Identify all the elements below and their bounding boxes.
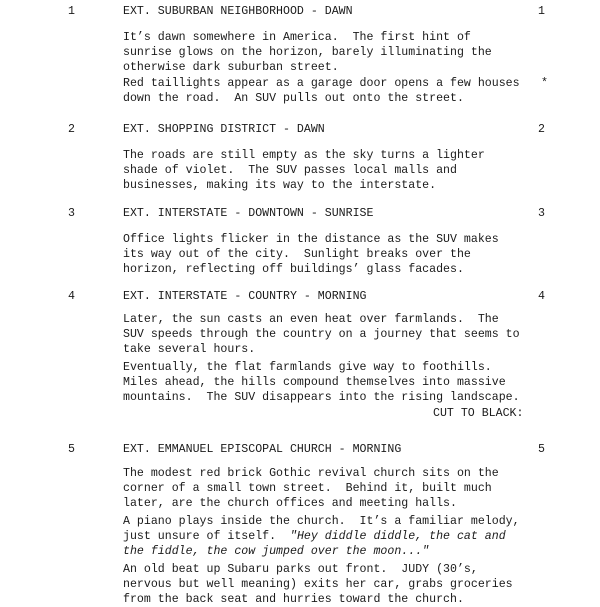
action-paragraph [123,360,533,405]
action-line: The modest red brick Gothic revival church sits on the [123,467,499,480]
action-line: Later, the sun casts an even heat over farmlands. The [123,313,499,326]
song-lyric: "Hey diddle diddle, the cat and [289,530,506,543]
action-line: An old beat up Subaru parks out front. JUDY (30’s, [123,563,478,576]
action-line: otherwise dark suburban street. [123,61,339,74]
action-line: sunrise glows on the horizon, barely illuminating the [123,46,492,59]
action-paragraph [123,514,533,559]
scene-number-right: 4 [538,290,545,303]
scene-number-right: 1 [538,5,545,18]
action-line: mountains. The SUV disappears into the rising landscape. [123,391,520,404]
scene-number-left: 5 [68,443,75,456]
action-line [123,529,533,544]
scene-number-left: 3 [68,207,75,220]
action-line: its way out of the city. Sunlight breaks over the [123,248,471,261]
action-line: Red taillights appear as a garage door opens a few houses [123,77,520,90]
scene-number-left: 2 [68,123,75,136]
action-paragraph [123,466,533,511]
scene-number-right: 3 [538,207,545,220]
action-text: just unsure of itself. [123,530,277,543]
action-line: shade of violet. The SUV passes local malls and [123,164,457,177]
scene-heading: EXT. SHOPPING DISTRICT - DAWN [123,123,325,136]
action-line: Miles ahead, the hills compound themselves into massive [123,376,506,389]
scene-heading: EXT. EMMANUEL EPISCOPAL CHURCH - MORNING [123,443,402,456]
action-line: A piano plays inside the church. It’s a familiar melody, [123,515,520,528]
song-lyric: the fiddle, the cow jumped over the moon..." [123,545,430,558]
scene-heading: EXT. INTERSTATE - COUNTRY - MORNING [123,290,367,303]
revision-mark: * [541,77,548,90]
action-line: Office lights flicker in the distance as the SUV makes [123,233,499,246]
scene-number-left: 4 [68,290,75,303]
action-line: from the back seat and hurries toward the church. [123,593,464,606]
action-line: take several hours. [123,343,256,356]
action-line: It’s dawn somewhere in America. The first hint of [123,31,471,44]
action-line: later, are the church offices and meeting halls. [123,497,457,510]
action-paragraph [123,562,533,607]
action-line: SUV speeds through the country on a journey that seems to [123,328,520,341]
action-paragraph [123,76,533,106]
action-line: nervous but well meaning) exits her car, grabs groceries [123,578,513,591]
scene-number-right: 2 [538,123,545,136]
scene-heading: EXT. SUBURBAN NEIGHBORHOOD - DAWN [123,5,353,18]
action-line: down the road. An SUV pulls out onto the street. [123,92,464,105]
action-line: businesses, making its way to the interstate. [123,179,437,192]
action-line: corner of a small town street. Behind it, built much [123,482,492,495]
action-line: horizon, reflecting off buildings’ glass facades. [123,263,464,276]
transition: CUT TO BLACK: [433,407,524,420]
action-line: The roads are still empty as the sky turns a lighter [123,149,485,162]
action-paragraph [123,30,533,75]
action-line: Eventually, the flat farmlands give way to foothills. [123,361,492,374]
scene-number-left: 1 [68,5,75,18]
scene-number-right: 5 [538,443,545,456]
scene-heading: EXT. INTERSTATE - DOWNTOWN - SUNRISE [123,207,374,220]
action-paragraph [123,232,533,277]
action-paragraph [123,312,533,357]
action-paragraph [123,148,533,193]
